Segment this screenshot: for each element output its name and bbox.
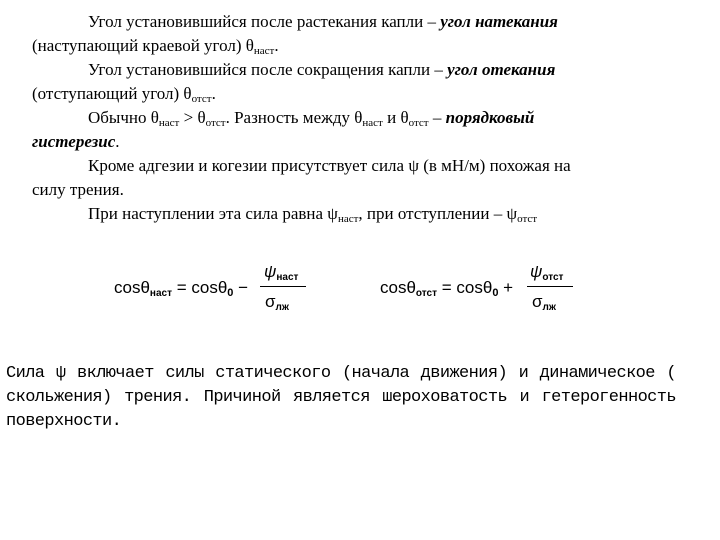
- text-line-7: Кроме адгезии и когезии присутствует сила ψ (в мН/м) похожая на: [88, 156, 571, 175]
- text-line-8: силу трения.: [32, 180, 124, 199]
- formula-advancing-fraction-bar: [260, 286, 306, 287]
- formula-advancing-denominator: σлж: [265, 292, 289, 313]
- text-line-2: (наступающий краевой угол) $\theta_{наст}$.: [32, 36, 279, 57]
- formula-receding-main: cosθотст = cosθ0 +: [380, 278, 514, 299]
- text-line-1: Угол установившийся после растекания капли – угол натекания: [88, 12, 558, 31]
- formula-advancing-numerator: ψнаст: [264, 262, 299, 283]
- formula-receding-denominator: σлж: [532, 292, 556, 313]
- text-line-9: При наступлении эта сила равна $\psi_{наст}$, при отступлении – $\psi_{отст}$: [88, 204, 538, 225]
- text-line-6: гистерезис.: [32, 132, 120, 151]
- text-line-5: Обычно $\theta_{наст} > \theta_{отст}$. Разность между $\theta_{наст}$ и $\theta_{отст}$ – порядковый: [88, 108, 535, 129]
- formula-advancing-main: cosθнаст = cosθ0 −: [114, 278, 249, 299]
- formula-receding-fraction-bar: [527, 286, 573, 287]
- formula-receding-numerator: ψотст: [530, 262, 564, 283]
- text-line-3: Угол установившийся после сокращения капли – угол отекания: [88, 60, 556, 79]
- paragraph-friction: Сила ψ включает силы статического (начала движения) и динамическое ( скольжения) трения. Причиной является шероховатость и гетерогенность поверхности.: [6, 364, 676, 431]
- text-line-4: (отступающий угол) $\theta_{отст}$.: [32, 84, 216, 105]
